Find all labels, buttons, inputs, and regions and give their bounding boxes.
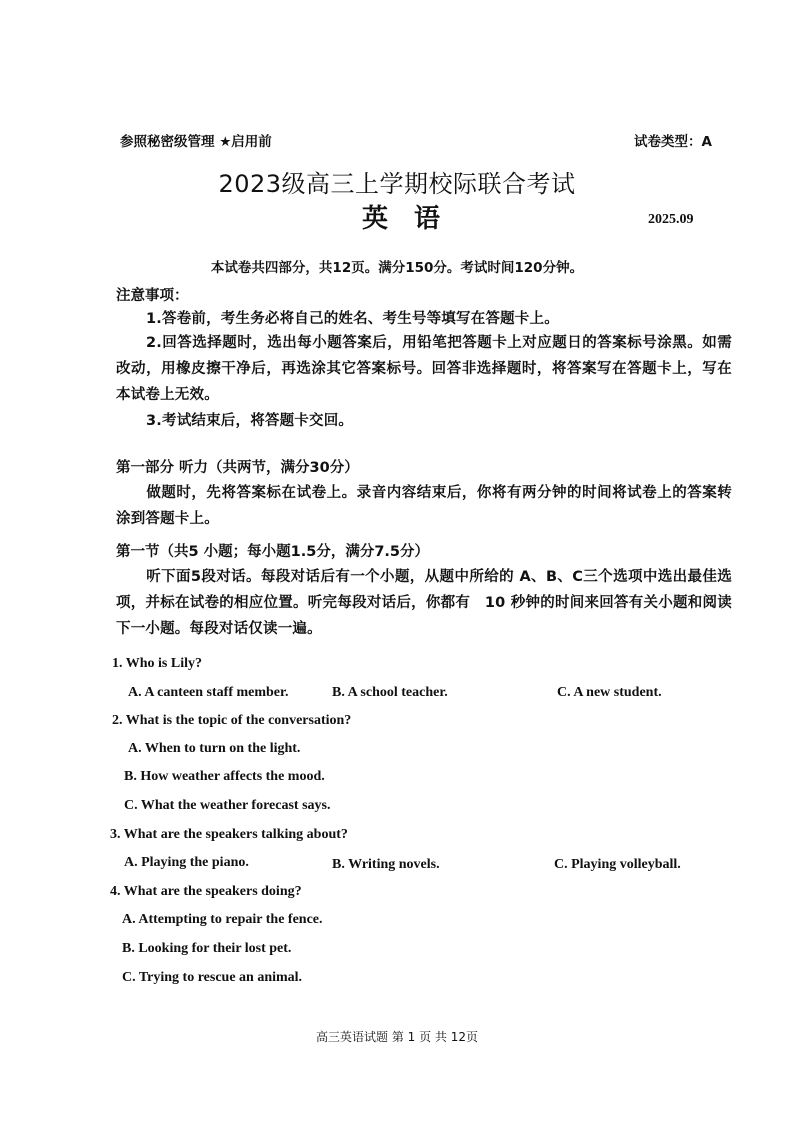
paper-type-label: 试卷类型：A: [634, 134, 712, 150]
note-item-2: [116, 330, 732, 408]
question-1-option-c: C. A new student.: [557, 685, 662, 700]
question-3-option-a: A. Playing the piano.: [124, 855, 249, 870]
note-item-1: [116, 306, 732, 332]
section1-instructions-text: 听下面5段对话。每段对话后有一个小题，从题中所给的 A、B、C三个选项中选出最佳选项，并标在试卷的相应位置。听完每段对话后，你都有 10 秒钟的时间来回答有关小题和阅读下一小题。每段对话仅读一遍。: [116, 569, 732, 637]
part1-heading: 第一部分 听力（共两节，满分30分）: [116, 460, 359, 476]
note-item-3: [116, 408, 732, 434]
exam-date: 2025.09: [648, 212, 694, 227]
exam-summary: 本试卷共四部分，共12页。满分150分。考试时间120分钟。: [210, 260, 584, 276]
part1-instructions-text: 做题时，先将答案标在试卷上。录音内容结束后，你将有两分钟的时间将试卷上的答案转涂到答题卡上。: [116, 485, 732, 527]
note-item-3-text: 3.考试结束后，将答题卡交回。: [146, 413, 354, 429]
question-2-option-a: A. When to turn on the light.: [128, 741, 301, 756]
note-item-1-text: 1.答卷前，考生务必将自己的姓名、考生号等填写在答题卡上。: [146, 311, 559, 327]
question-1-option-b: B. A school teacher.: [332, 685, 448, 700]
question-3-option-c: C. Playing volleyball.: [554, 857, 681, 872]
question-3-option-b: B. Writing novels.: [332, 857, 440, 872]
question-4-option-a: A. Attempting to repair the fence.: [122, 912, 323, 927]
part1-instructions: [116, 480, 732, 532]
question-2-option-c: C. What the weather forecast says.: [124, 798, 331, 813]
notes-heading: 注意事项：: [116, 288, 189, 304]
question-3-stem: 3. What are the speakers talking about?: [110, 827, 348, 842]
subject-title: 英 语: [362, 204, 441, 234]
note-item-2-text: 2.回答选择题时，选出每小题答案后，用铅笔把答题卡上对应题日的答案标号涂黑。如需改动，用橡皮擦干净后，再选涂其它答案标号。回答非选择题时，将答案写在答题卡上，写在本试卷上无效。: [116, 335, 732, 403]
section1-instructions: [116, 564, 732, 642]
question-1-option-a: A. A canteen staff member.: [128, 685, 289, 700]
question-4-option-c: C. Trying to rescue an animal.: [122, 970, 303, 985]
confidentiality-label: 参照秘密级管理 ★启用前: [120, 134, 272, 150]
section1-heading: 第一节（共5 小题；每小题1.5分，满分7.5分）: [116, 544, 430, 560]
question-2-option-b: B. How weather affects the mood.: [124, 769, 325, 784]
question-1-stem: 1. Who is Lily?: [112, 656, 202, 671]
page-footer: 高三英语试题 第 1 页 共 12页: [316, 1030, 478, 1044]
question-4-option-b: B. Looking for their lost pet.: [122, 941, 292, 956]
question-2-stem: 2. What is the topic of the conversation?: [112, 713, 352, 728]
exam-title: 2023级高三上学期校际联合考试: [218, 170, 576, 198]
question-4-stem: 4. What are the speakers doing?: [110, 884, 302, 899]
